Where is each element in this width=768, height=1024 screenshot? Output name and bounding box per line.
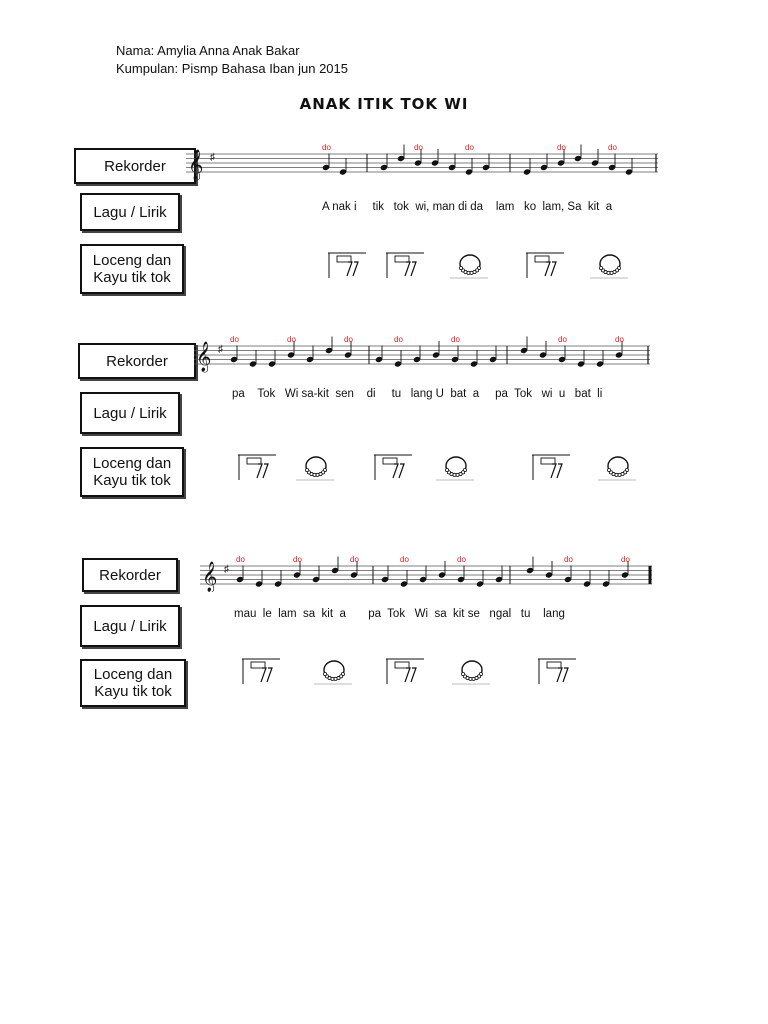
bell-jingle	[316, 473, 319, 476]
label-percussion-1	[80, 244, 184, 294]
bell-jingle	[472, 677, 475, 680]
label-recorder-3	[82, 558, 178, 592]
tik-tok-stick	[405, 262, 416, 276]
bell-jingle	[470, 271, 473, 274]
lyrics-1: A nak i tik tok wi, man di da lam ko lam, Sa kit a	[322, 201, 613, 213]
tik-tok-stick	[347, 262, 358, 276]
wood-block-body	[547, 662, 561, 668]
bell-icon	[450, 656, 494, 686]
note-letter-mark: do	[608, 143, 617, 152]
note-letter-mark: do	[322, 143, 331, 152]
bell-icon	[596, 452, 640, 482]
bell-icon	[448, 250, 492, 280]
label-percussion-3	[80, 659, 186, 707]
lyrics-2: pa Tok Wi sa-kit sen di tu lang U bat a pa Tok wi u bat li	[232, 388, 603, 400]
tik-tok-stick	[545, 262, 556, 276]
tik-tok-stick	[551, 464, 562, 478]
label-text: Lagu / Lirik	[93, 404, 167, 422]
note-letter-mark: do	[350, 555, 359, 564]
note-letter-mark: do	[400, 555, 409, 564]
note-letter-mark: do	[394, 335, 403, 344]
label-text: Lagu / Lirik	[93, 203, 167, 221]
bell-jingle	[610, 271, 613, 274]
wood-block-body	[535, 256, 549, 262]
label-line: Loceng dan	[92, 455, 172, 472]
wood-block-icon	[240, 656, 284, 686]
song-title: ANAK ITIK TOK WI	[299, 95, 469, 113]
sharp-icon: ♯	[210, 152, 215, 163]
note-letter-mark: do	[465, 143, 474, 152]
lyrics-3: mau le lam sa kit a pa Tok Wi sa kit se ngal tu lang	[234, 608, 565, 620]
wood-block-body	[395, 256, 409, 262]
wood-block-icon	[536, 656, 580, 686]
bell-jingle	[305, 468, 308, 471]
student-name: Nama: Amylia Anna Anak Bakar	[116, 43, 300, 58]
wood-block-icon	[326, 250, 370, 280]
note-letter-mark: do	[558, 335, 567, 344]
wood-block-icon	[384, 250, 428, 280]
label-percussion-2	[80, 447, 184, 497]
label-line: Kayu tik tok	[93, 472, 171, 489]
label-text	[94, 666, 172, 700]
wood-block-body	[251, 662, 265, 668]
label-recorder-2	[78, 343, 196, 379]
label-text: Rekorder	[104, 157, 166, 175]
bell-icon	[434, 452, 478, 482]
treble-clef-icon: 𝄞	[202, 562, 218, 592]
wood-block-body	[337, 256, 351, 262]
label-song-2	[80, 392, 180, 434]
label-line: Loceng dan	[93, 666, 173, 683]
label-text	[93, 455, 171, 489]
label-text	[93, 252, 171, 286]
bell-jingle	[599, 266, 602, 269]
bell-jingle	[334, 677, 337, 680]
bell-icon	[312, 656, 356, 686]
label-song-1	[80, 193, 180, 231]
wood-block-body	[383, 458, 397, 464]
wood-block-icon	[384, 656, 428, 686]
tik-tok-stick	[261, 668, 272, 682]
label-recorder-1	[74, 148, 196, 184]
note-letter-mark: do	[564, 555, 573, 564]
sharp-icon: ♯	[218, 344, 223, 355]
wood-block-body	[541, 458, 555, 464]
wood-block-icon	[236, 452, 280, 482]
bell-icon	[294, 452, 338, 482]
treble-clef-icon: 𝄞	[188, 150, 204, 180]
note-letter-mark: do	[230, 335, 239, 344]
bell-jingle	[456, 473, 459, 476]
music-staff-3	[200, 552, 656, 592]
group-info: Kumpulan: Pismp Bahasa Iban jun 2015	[116, 61, 348, 76]
label-text: Lagu / Lirik	[93, 617, 167, 635]
bell-jingle	[459, 266, 462, 269]
music-staff-2	[194, 332, 654, 384]
treble-clef-icon: 𝄞	[196, 342, 212, 372]
label-line: Loceng dan	[92, 252, 172, 269]
note-letter-mark: do	[621, 555, 630, 564]
label-song-3	[80, 605, 180, 647]
note-letter-mark: do	[344, 335, 353, 344]
tik-tok-stick	[557, 668, 568, 682]
tik-tok-stick	[257, 464, 268, 478]
bell-jingle	[323, 672, 326, 675]
bell-icon	[588, 250, 632, 280]
label-text: Rekorder	[99, 566, 161, 584]
note-letter-mark: do	[236, 555, 245, 564]
wood-block-body	[395, 662, 409, 668]
tik-tok-stick	[393, 464, 404, 478]
label-line: Kayu tik tok	[94, 683, 172, 700]
wood-block-icon	[530, 452, 574, 482]
wood-block-body	[247, 458, 261, 464]
note-letter-mark: do	[557, 143, 566, 152]
note-letter-mark: do	[451, 335, 460, 344]
note-letter-mark: do	[287, 335, 296, 344]
bell-jingle	[461, 672, 464, 675]
tik-tok-stick	[405, 668, 416, 682]
note-letter-mark: do	[457, 555, 466, 564]
music-staff-1	[186, 140, 662, 192]
label-text: Rekorder	[106, 352, 168, 370]
bell-jingle	[445, 468, 448, 471]
wood-block-icon	[524, 250, 568, 280]
bell-jingle	[618, 473, 621, 476]
bell-jingle	[607, 468, 610, 471]
note-letter-mark: do	[414, 143, 423, 152]
sharp-icon: ♯	[224, 564, 229, 575]
note-letter-mark: do	[293, 555, 302, 564]
note-letter-mark: do	[615, 335, 624, 344]
label-line: Kayu tik tok	[93, 269, 171, 286]
wood-block-icon	[372, 452, 416, 482]
